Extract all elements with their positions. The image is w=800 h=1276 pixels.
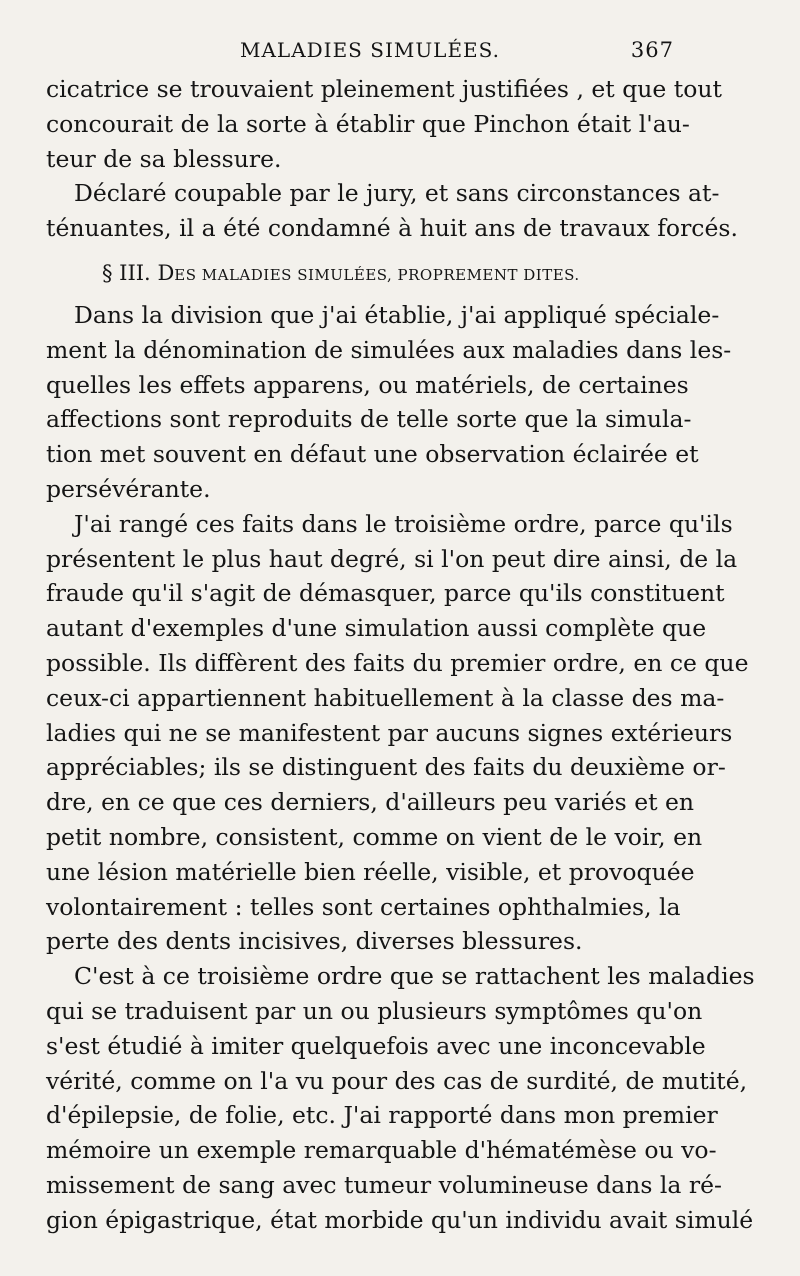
running-head: [46, 38, 672, 72]
section-heading: [46, 246, 672, 298]
text-line: J'ai rangé ces faits dans le troisième ordre, parce qu'ils: [74, 509, 733, 538]
text-line: fraude qu'il s'agit de démasquer, parce qu'ils constituent: [46, 579, 725, 608]
paragraph-1: [46, 72, 722, 176]
text-line: ladies qui ne se manifestent par aucuns signes extérieurs: [46, 718, 733, 747]
text-line: appréciables; ils se distinguent des faits du deuxième or-: [46, 753, 726, 782]
text-line: tion met souvent en défaut une observation éclairée et: [46, 440, 699, 469]
text-line: volontairement : telles sont certaines ophthalmies, la: [46, 892, 681, 921]
text-line: affections sont reproduits de telle sorte que la simula-: [46, 405, 692, 434]
text-line: Dans la division que j'ai établie, j'ai appliqué spéciale-: [74, 300, 720, 329]
text-line: ment la dénomination de simulées aux maladies dans les-: [46, 335, 732, 364]
text-line: Déclaré coupable par le jury, et sans circonstances at-: [74, 179, 720, 208]
paragraph-4: [46, 507, 749, 959]
section-title: ES MALADIES SIMULÉES, PROPREMENT DITES.: [174, 265, 580, 284]
text-line: s'est étudié à imiter quelquefois avec une inconcevable: [46, 1031, 706, 1060]
paragraph-5: [46, 959, 755, 1237]
text-line: présentent le plus haut degré, si l'on peut dire ainsi, de la: [46, 544, 738, 573]
text-line: autant d'exemples d'une simulation aussi complète que: [46, 614, 707, 643]
text-line: teur de sa blessure.: [46, 144, 282, 173]
text-line: persévérante.: [46, 474, 211, 503]
section-title-initial: D: [157, 260, 175, 285]
page-number: 367: [630, 38, 674, 62]
text-line: petit nombre, consistent, comme on vient de le voir, en: [46, 822, 703, 851]
running-title: MALADIES SIMULÉES.: [240, 38, 501, 62]
text-line: missement de sang avec tumeur volumineuse dans la ré-: [46, 1170, 722, 1199]
text-line: qui se traduisent par un ou plusieurs symptômes qu'on: [46, 996, 703, 1025]
text-line: ténuantes, il a été condamné à huit ans de travaux forcés.: [46, 214, 738, 243]
text-line: une lésion matérielle bien réelle, visible, et provoquée: [46, 857, 695, 886]
paragraph-2: [46, 176, 738, 246]
text-line: vérité, comme on l'a vu pour des cas de surdité, de mutité,: [46, 1066, 748, 1095]
section-number: § III.: [102, 260, 151, 285]
text-line: quelles les effets apparens, ou matériels, de certaines: [46, 370, 689, 399]
text-line: perte des dents incisives, diverses blessures.: [46, 927, 583, 956]
text-line: gion épigastrique, état morbide qu'un individu avait simulé: [46, 1205, 754, 1234]
text-line: dre, en ce que ces derniers, d'ailleurs peu variés et en: [46, 788, 695, 817]
paragraph-3: [46, 298, 732, 507]
text-line: mémoire un exemple remarquable d'hématémèse ou vo-: [46, 1136, 717, 1165]
text-line: possible. Ils diffèrent des faits du premier ordre, en ce que: [46, 648, 749, 677]
text-line: d'épilepsie, de folie, etc. J'ai rapporté dans mon premier: [46, 1101, 718, 1130]
text-line: concourait de la sorte à établir que Pinchon était l'au-: [46, 109, 690, 138]
text-line: cicatrice se trouvaient pleinement justifiées , et que tout: [46, 75, 722, 103]
text-line: C'est à ce troisième ordre que se rattachent les maladies: [74, 962, 755, 991]
text-line: ceux-ci appartiennent habituellement à la classe des ma-: [46, 683, 725, 712]
